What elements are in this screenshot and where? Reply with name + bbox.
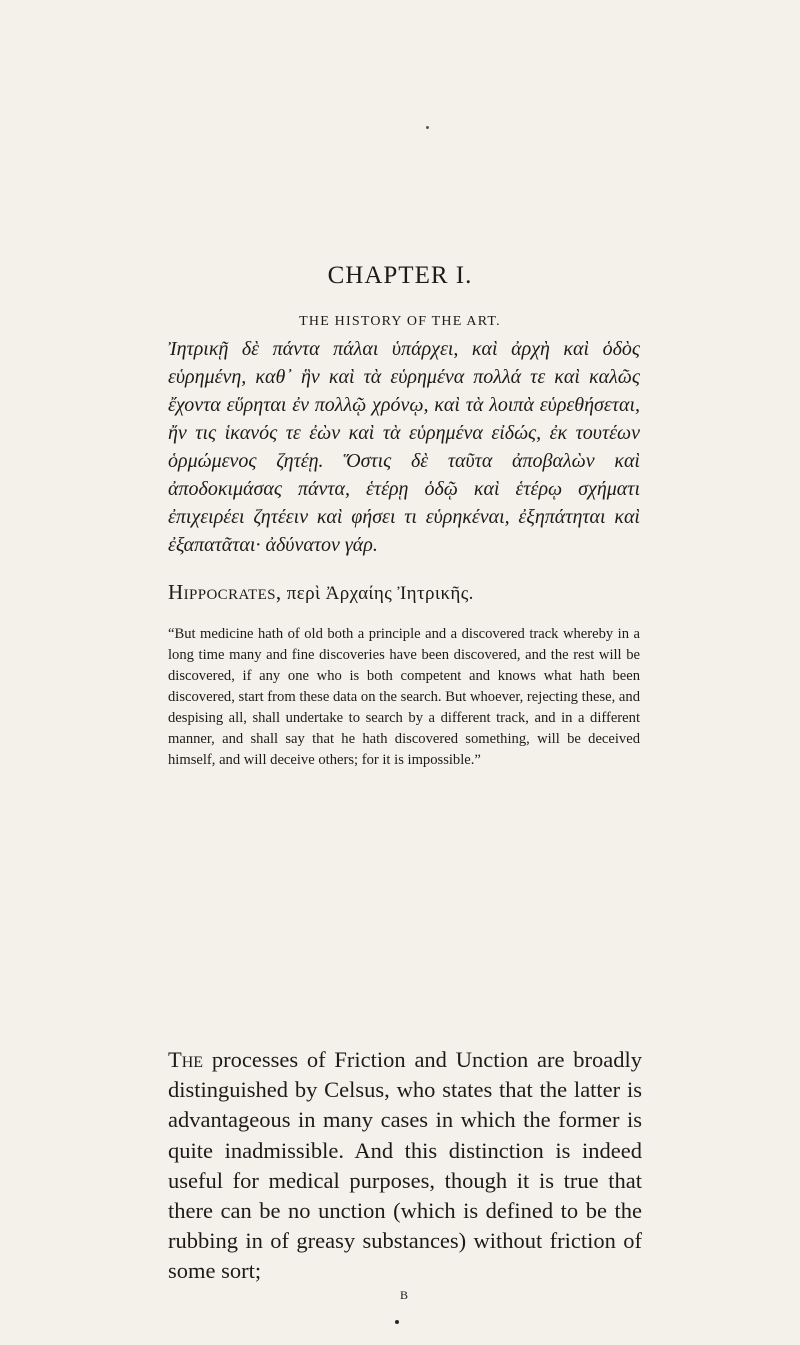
body-text: processes of Friction and Unction are broadly distinguished by Celsus, who states that the latter is advantageous in many cases in which the former is quite inadmissible. And this distinction is indeed useful for medical purposes, though it is true that there can be no unction (which is defined to be the rubbing in of greasy substances) without friction of some sort; (168, 1047, 642, 1284)
section-title: THE HISTORY OF THE ART. (299, 314, 501, 329)
body-paragraph (168, 1045, 642, 1287)
epigraph-author: Hippocrates, (168, 580, 282, 604)
print-speck (426, 126, 429, 129)
body-lead-word: The (168, 1047, 204, 1072)
greek-epigraph: Ἰητρικῇ δὲ πάντα πάλαι ὑπάρχει, καὶ ἀρχὴ καὶ ὁδὸς εὑρημένη, καθ᾽ ἣν καὶ τὰ εὑρημένα πολλά τε καὶ καλῶς ἔχοντα εὕρηται ἐν πολλῷ χρόνῳ, καὶ τὰ λοιπὰ εὑρεθήσεται, ἤν τις ἱκανός τε ἐὼν καὶ τὰ εὑρημένα εἰδώς, ἐκ τουτέων ὁρμώμενος ζητέῃ. Ὅστις δὲ ταῦτα ἀποβαλὼν καὶ ἀποδοκιμάσας πάντα, ἑτέρῃ ὁδῷ καὶ ἑτέρῳ σχήματι ἐπιχειρέει ζητέειν καὶ φήσει τι εὑρηκέναι, ἐξηπάτηται καὶ ἐξαπατᾶται· ἀδύνατον γάρ. (168, 338, 640, 556)
signature-mark: B (400, 1288, 409, 1302)
epigraph-source: περὶ Ἀρχαίης Ἰητρικῆς. (286, 583, 474, 604)
epigraph-attribution (168, 580, 640, 605)
epigraph-translation: “But medicine hath of old both a principle and a discovered track whereby in a long time many and fine discoveries have been discovered, and the rest will be discovered, if any one who is both competent and knows what hath been discovered, start from these data on the search. But whoever, rejecting these, and despising all, shall undertake to search by a different track, and in a different manner, and shall say that he hath discovered something, will be deceived himself, and will deceive others; for it is impossible.” (168, 626, 640, 768)
print-speck (395, 1320, 399, 1324)
chapter-title: CHAPTER I. (327, 262, 473, 289)
